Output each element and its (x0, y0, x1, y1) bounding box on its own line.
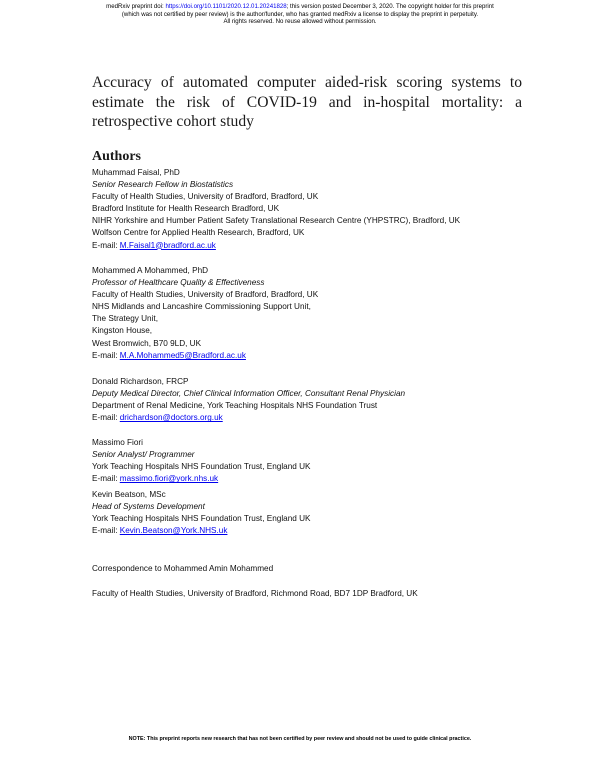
author-affiliation: West Bromwich, B70 9LD, UK (92, 338, 202, 348)
author-affiliation: Faculty of Health Studies, University of Bradford, Bradford, UK (92, 192, 319, 202)
author-block (92, 437, 562, 485)
author-affiliation: York Teaching Hospitals NHS Foundation Trust, England UK (92, 462, 311, 472)
preprint-header-line2: (which was not certified by peer review) is the author/funder, who has granted medRxiv a license to display the preprint in perpetuity. (121, 10, 479, 18)
paper-title: Accuracy of automated computer aided-risk scoring systems to estimate the risk of COVID-19 and in-hospital mortality: a retrospective cohort study (92, 74, 522, 130)
author-email-line: E-mail: Kevin.Beatson@York.NHS.uk (92, 526, 228, 536)
author-affiliation: Kingston House, (92, 326, 153, 336)
correspondence: Correspondence to Mohammed Amin Mohammed (92, 564, 274, 573)
author-email-line: E-mail: drichardson@doctors.org.uk (92, 413, 223, 423)
author-role: Professor of Healthcare Quality & Effectiveness (92, 278, 265, 288)
author-email-line: E-mail: M.Faisal1@bradford.ac.uk (92, 240, 216, 250)
author-affiliation: Faculty of Health Studies, University of Bradford, Bradford, UK (92, 290, 319, 300)
author-name: Mohammed A Mohammed, PhD (92, 266, 209, 275)
author-name: Massimo Fiori (92, 438, 143, 447)
correspondence-address: Faculty of Health Studies, University of Bradford, Richmond Road, BD7 1DP Bradford, UK (92, 589, 418, 598)
author-name: Donald Richardson, FRCP (92, 377, 189, 386)
author-role: Head of Systems Development (92, 502, 205, 512)
email-link[interactable]: massimo.fiori@york.nhs.uk (119, 474, 219, 484)
author-affiliation: NIHR Yorkshire and Humber Patient Safety Translational Research Centre (YHPSTRC), Bradford, UK (92, 216, 461, 226)
author-affiliation: The Strategy Unit, (92, 314, 158, 324)
author-role: Senior Research Fellow in Biostatistics (92, 180, 234, 190)
preprint-header (0, 3, 600, 26)
author-affiliation: York Teaching Hospitals NHS Foundation Trust, England UK (92, 514, 311, 524)
email-link[interactable]: M.A.Mohammed5@Bradford.ac.uk (119, 350, 246, 360)
author-block (92, 376, 562, 424)
author-affiliation: Wolfson Centre for Applied Health Research, Bradford, UK (92, 228, 305, 238)
preprint-header-line3: All rights reserved. No reuse allowed without permission. (223, 18, 377, 26)
author-name: Muhammad Faisal, PhD (92, 168, 180, 177)
author-email-line: E-mail: M.A.Mohammed5@Bradford.ac.uk (92, 350, 246, 360)
author-affiliation: Department of Renal Medicine, York Teaching Hospitals NHS Foundation Trust (92, 401, 378, 411)
author-email-line: E-mail: massimo.fiori@york.nhs.uk (92, 474, 219, 484)
doi-link[interactable]: https://doi.org/10.1101/2020.12.01.20241828 (165, 3, 287, 10)
author-affiliation: NHS Midlands and Lancashire Commissioning Support Unit, (92, 302, 311, 312)
email-link[interactable]: M.Faisal1@bradford.ac.uk (119, 240, 216, 250)
preprint-header-line1: medRxiv preprint doi: https://doi.org/10.1101/2020.12.01.20241828; this version posted December 3, 2020. The copyright holder for this preprint (106, 3, 494, 10)
author-affiliation: Bradford Institute for Health Research Bradford, UK (92, 204, 280, 214)
email-link[interactable]: drichardson@doctors.org.uk (119, 413, 223, 423)
author-block (92, 167, 562, 252)
author-name: Kevin Beatson, MSc (92, 490, 166, 499)
footer-note: NOTE: This preprint reports new research that has not been certified by peer review and should not be used to guide clinical practice. (128, 736, 472, 742)
email-link[interactable]: Kevin.Beatson@York.NHS.uk (119, 526, 228, 536)
authors-heading: Authors (92, 149, 142, 164)
author-role: Deputy Medical Director, Chief Clinical Information Officer, Consultant Renal Physician (92, 389, 406, 399)
author-block (92, 265, 562, 362)
author-block (92, 489, 562, 537)
author-role: Senior Analyst/ Programmer (92, 450, 195, 460)
